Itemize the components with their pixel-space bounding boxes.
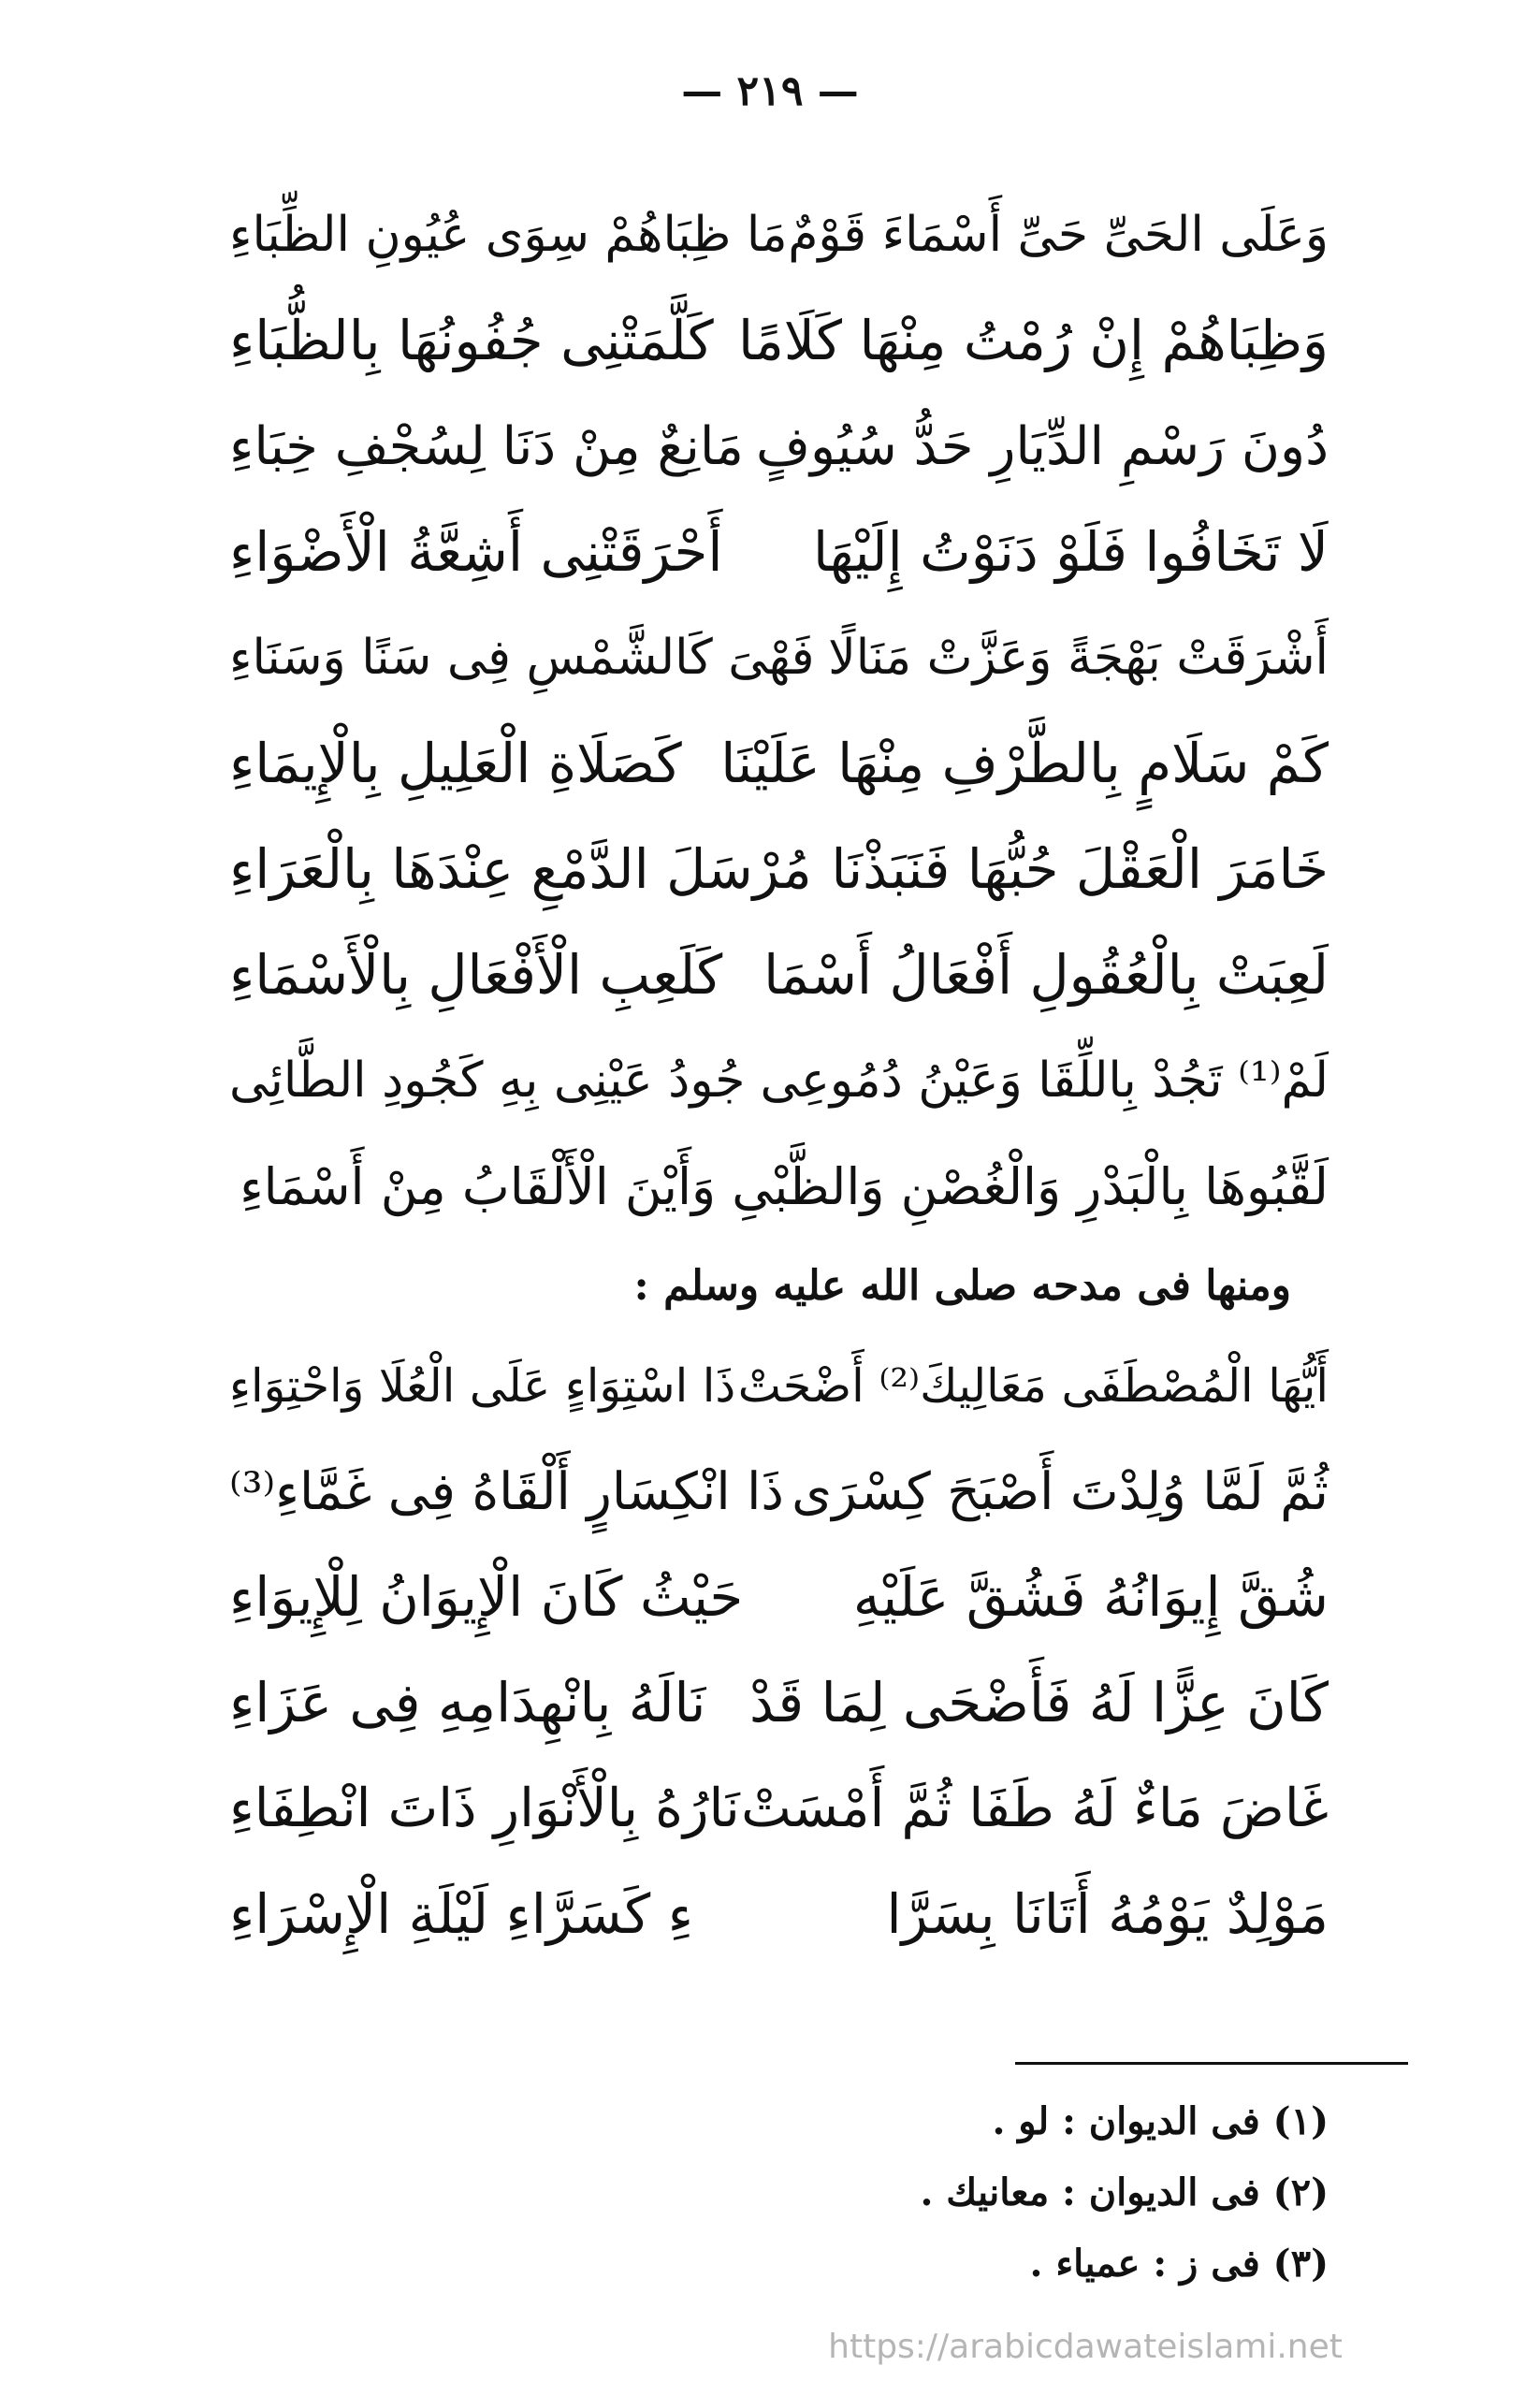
verse-second-hemistich: مَا ظِبَاهُمْ سِوَى عُيُونِ الظِّبَاءِ (229, 207, 788, 263)
verse-first-hemistich: أَيُّهَا الْمُصْطَفَى مَعَالِيكَ⁽²⁾ أَضْحَتْ (737, 1359, 1329, 1413)
verse-second-hemistich: نَارُهُ بِالْأَنْوَارِ ذَاتَ انْطِفَاءِ (229, 1778, 740, 1839)
verse-line (229, 1650, 1329, 1756)
verse-line (229, 1333, 1329, 1439)
section-heading: ومنها فى مدحه صلى الله عليه وسلم : (633, 1262, 1291, 1310)
verse-line (229, 1756, 1329, 1862)
verse-line (229, 1439, 1329, 1545)
verse-line (229, 500, 1329, 605)
watermark-url: https://arabicdawateislami.net (828, 2328, 1343, 2366)
verse-line (229, 711, 1329, 817)
verse-first-hemistich: لَعِبَتْ بِالْعُقُولِ أَفْعَالُ أَسْمَا (763, 943, 1329, 1007)
verse-first-hemistich: خَامَرَ الْعَقْلَ حُبُّهَا فَنَبَذْنَا (831, 837, 1329, 901)
verse-second-hemistich: حَيْثُ كَانَ الْإِيوَانُ لِلْإِيوَاءِ (229, 1565, 744, 1629)
footnote: (٢) فى الديوان : معانيك . (920, 2170, 1329, 2214)
verse-second-hemistich: نَالَهُ بِانْهِدَامِهِ فِى عَزَاءِ (229, 1671, 706, 1735)
verse-second-hemistich: كَلَعِبِ الْأَفْعَالِ بِالْأَسْمَاءِ (229, 943, 723, 1007)
footnote: (٣) فى ز : عمياء . (1029, 2242, 1329, 2286)
verse-first-hemistich: شُقَّ إِيوَانُهُ فَشُقَّ عَلَيْهِ (852, 1565, 1329, 1629)
page-number: — ٢١٩ — (681, 67, 859, 115)
verse-second-hemistich: ءِ كَسَرَّاءِ لَيْلَةِ الْإِسْرَاءِ (229, 1882, 693, 1946)
verse-line (229, 1862, 1329, 1967)
verse-second-hemistich: فَهْىَ كَالشَّمْسِ فِى سَنًا وَسَنَاءِ (229, 630, 815, 686)
verse-first-hemistich: غَاضَ مَاءٌ لَهُ طَفَا ثُمَّ أَمْسَتْ (741, 1778, 1329, 1839)
verse-first-hemistich: كَمْ سَلَامٍ بِالطَّرْفِ مِنْهَا عَلَيْنَا (720, 732, 1329, 795)
verse-second-hemistich: جُودُ عَيْنِى بِهِ كَجُودِ الطَّائِى (229, 1052, 746, 1109)
verse-line (229, 817, 1329, 922)
verse-first-hemistich: لَمْ⁽¹⁾ تَجُدْ بِاللِّقَا وَعَيْنُ دُمُوعِى (760, 1052, 1329, 1109)
verse-line (229, 394, 1329, 500)
footnotes (655, 2086, 1329, 2300)
verse-first-hemistich: كَانَ عِزًّا لَهُ فَأَضْحَى لِمَا قَدْ (748, 1671, 1329, 1735)
poem-body (229, 182, 1329, 1967)
verse-first-hemistich: وَعَلَى الحَىِّ حَىِّ أَسْمَاءَ قَوْمٌ (788, 207, 1329, 263)
verse-first-hemistich: دُونَ رَسْمِ الدِّيَارِ حَدُّ سُيُوفٍ (755, 416, 1329, 477)
verse-line (229, 1545, 1329, 1650)
verse-second-hemistich: ذَا اسْتِوَاءٍ عَلَى الْعُلَا وَاحْتِوَاءِ (229, 1359, 736, 1413)
verse-first-hemistich: أَشْرَقَتْ بَهْجَةً وَعَزَّتْ مَنَالًا (828, 630, 1329, 686)
verse-first-hemistich: وَظِبَاهُمْ إِنْ رُمْتُ مِنْهَا كَلَامًا (738, 309, 1329, 372)
verse-line (229, 288, 1329, 394)
verse-second-hemistich: مَانِعٌ مِنْ دَنَا لِسُجْفِ خِبَاءِ (229, 416, 744, 477)
verse-first-hemistich: مَوْلِدٌ يَوْمُهُ أَتَانَا بِسَرَّا (886, 1882, 1329, 1946)
verse-second-hemistich: ذَا انْكِسَارٍ أَلْقَاهُ فِى غَمَّاءِ⁽³⁾ (229, 1461, 784, 1521)
verse-second-hemistich: أَحْرَقَتْنِى أَشِعَّةُ الْأَضْوَاءِ (229, 520, 723, 584)
footnote: (١) فى الديوان : لو . (992, 2099, 1329, 2143)
verse-second-hemistich: مُرْسَلَ الدَّمْعِ عِنْدَهَا بِالْعَرَاءِ (229, 837, 812, 901)
verse-full-text: لَقَّبُوهَا بِالْبَدْرِ وَالْغُصْنِ وَالظَّبْىِ وَأَيْنَ الْأَلْقَابُ مِنْ أَسْمَاءِ (240, 1157, 1329, 1216)
verse-first-hemistich: لَا تَخَافُوا فَلَوْ دَنَوْتُ إِلَيْهَا (813, 520, 1329, 584)
verse-second-hemistich: كَصَلَاةِ الْعَلِيلِ بِالْإِيمَاءِ (229, 732, 682, 795)
verse-line-full (229, 1134, 1329, 1240)
footnote-separator (1015, 2062, 1408, 2065)
verse-line (229, 922, 1329, 1028)
verse-line (229, 1028, 1329, 1134)
verse-first-hemistich: ثُمَّ لَمَّا وُلِدْتَ أَصْبَحَ كِسْرَى (792, 1461, 1329, 1521)
verse-line (229, 605, 1329, 711)
verse-second-hemistich: كَلَّمَتْنِى جُفُونُهَا بِالظُّبَاءِ (229, 309, 714, 372)
verse-line (229, 182, 1329, 288)
